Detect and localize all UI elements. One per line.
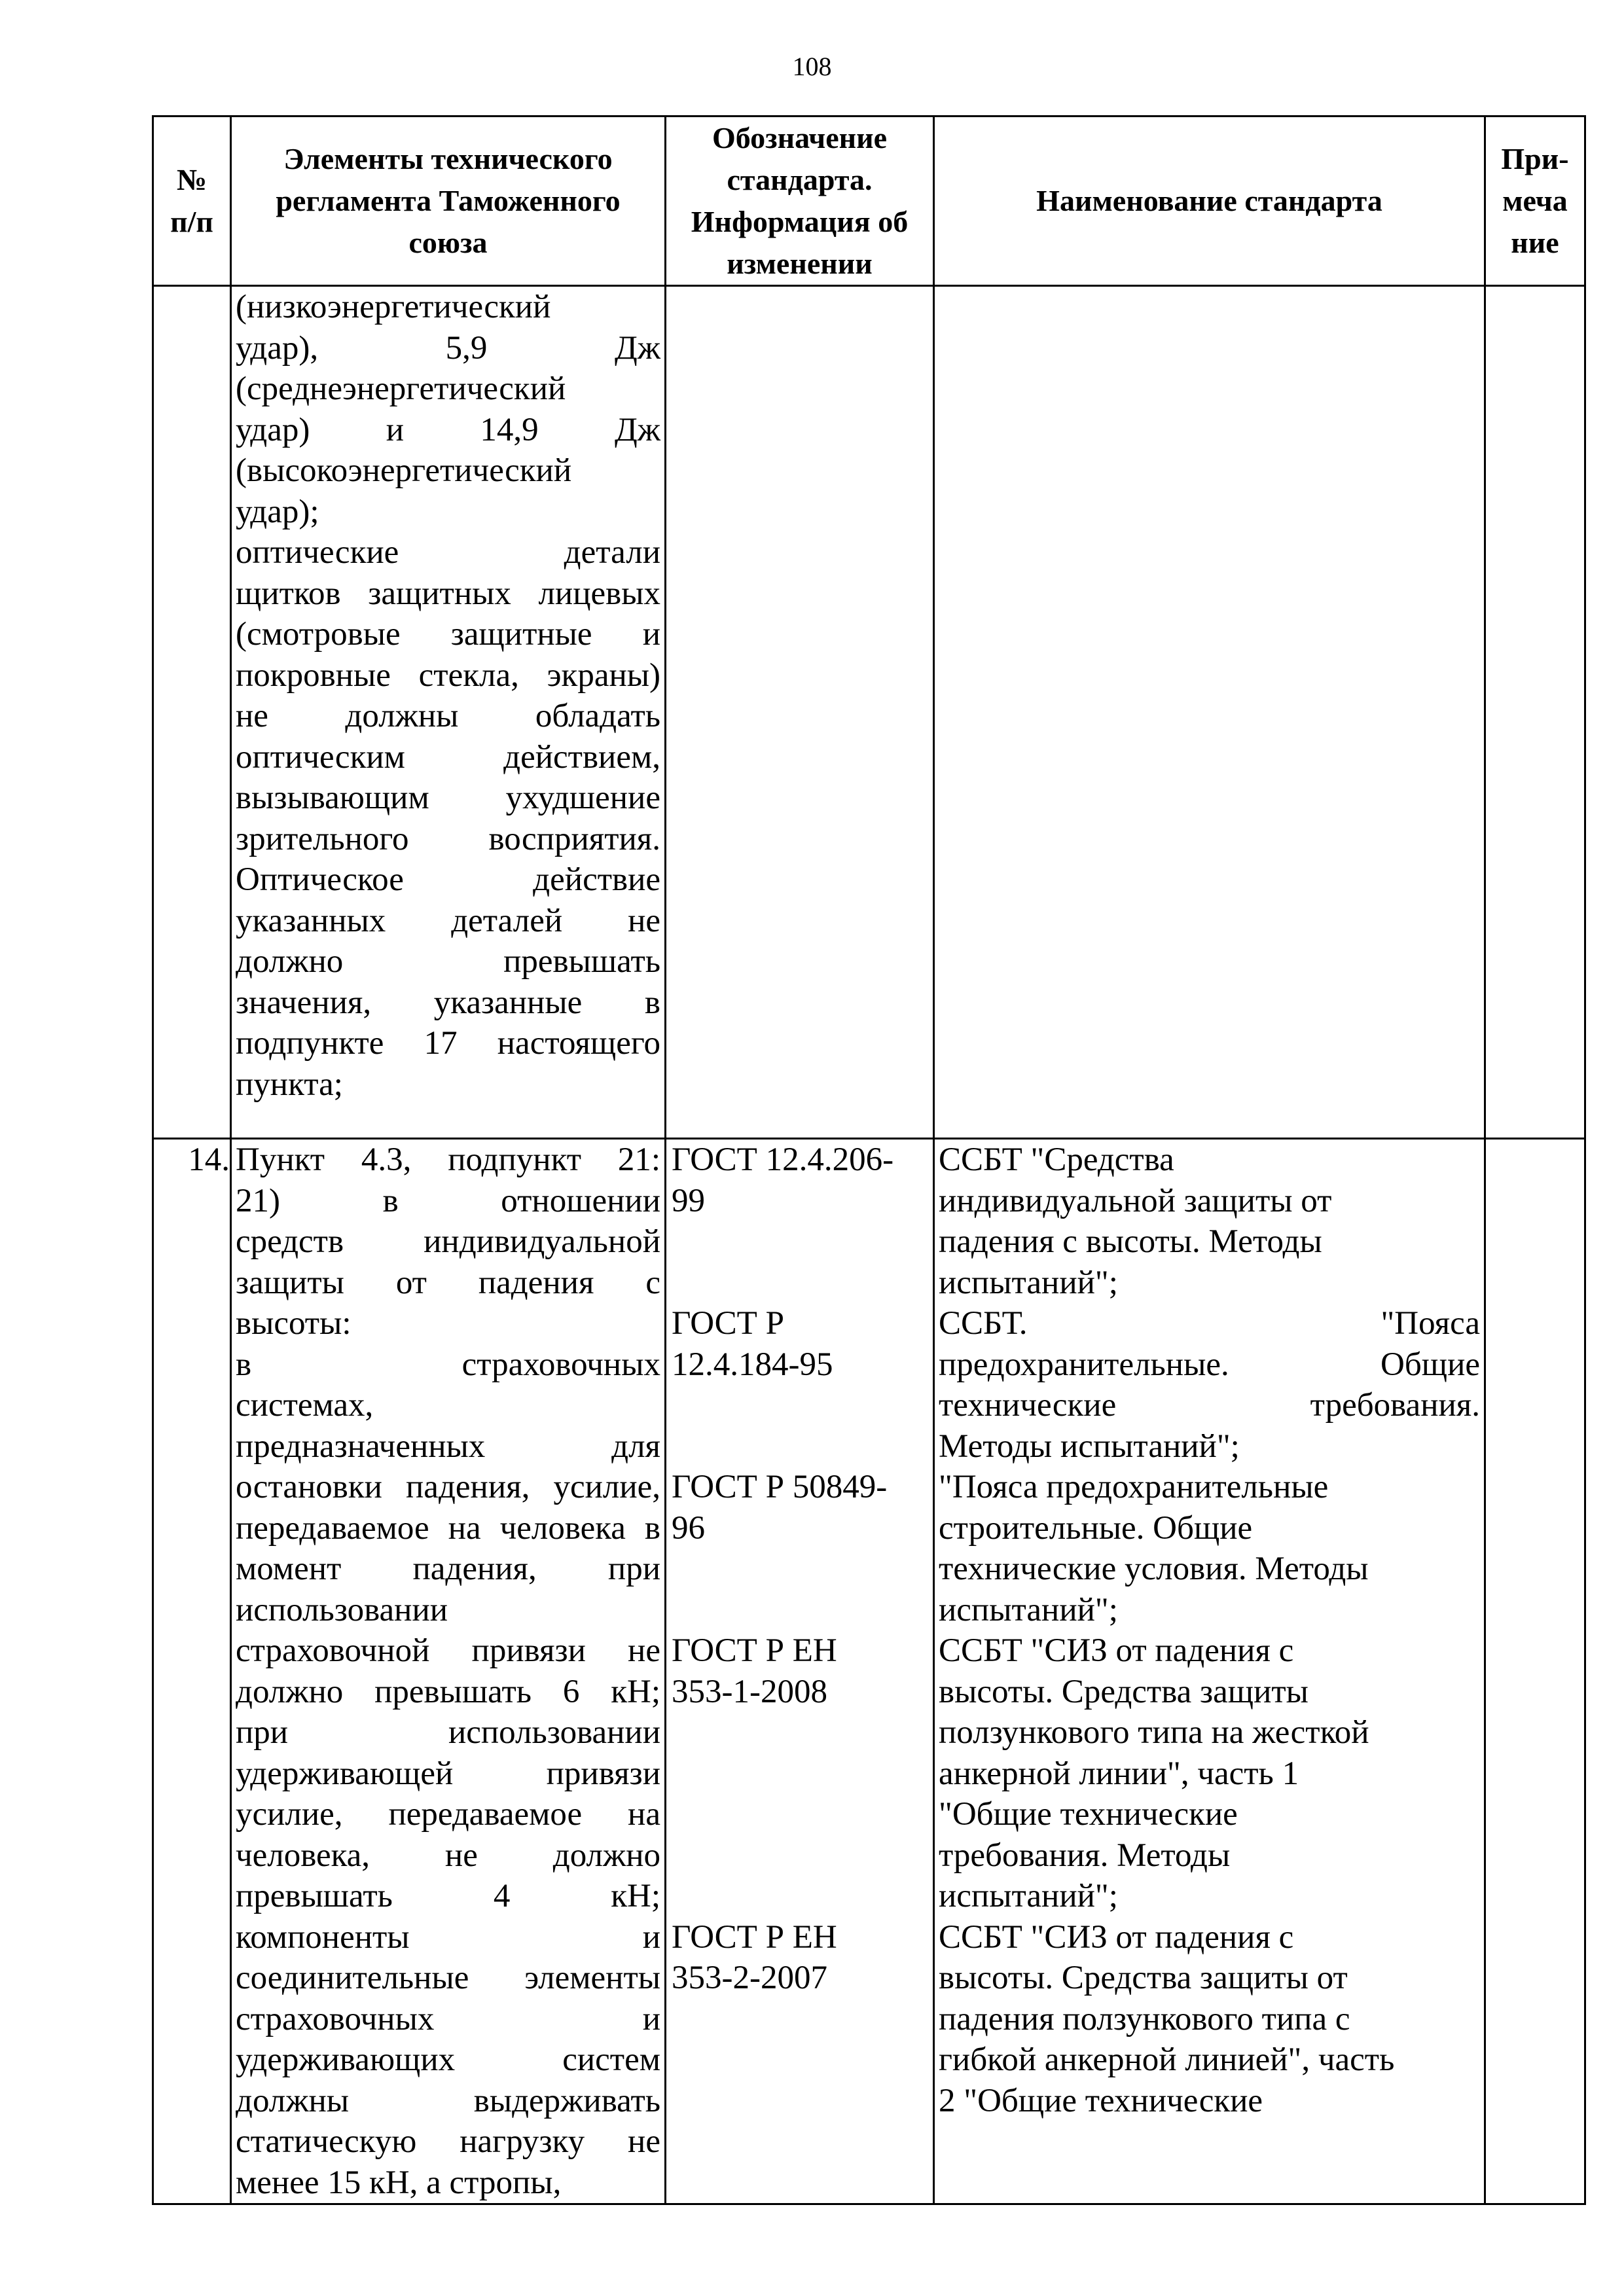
requirements-text	[232, 287, 664, 1105]
cell-elements-14	[231, 1139, 666, 2204]
standard-name: падения ползункового типа с	[939, 2000, 1350, 2037]
text-line: должны выдерживать	[236, 2082, 660, 2119]
header-elements: Элементы технического регламента Таможенного союза	[231, 117, 666, 286]
requirements-text	[232, 1139, 664, 2203]
text-line: подпункте 17 настоящего	[236, 1025, 660, 1062]
standard-name: высоты. Средства защиты	[939, 1673, 1308, 1710]
text-line: значения, указанные в	[236, 984, 660, 1021]
text-line: Оптическое действие	[236, 861, 660, 898]
standard-designation: ГОСТ Р ЕН	[672, 1918, 837, 1956]
standard-name: 2 "Общие технические	[939, 2082, 1263, 2119]
spacer	[666, 1263, 933, 1304]
text-line: удар) и 14,9 Дж	[236, 411, 660, 448]
standard-name: "Общие технические	[939, 1796, 1238, 1833]
text-line: средств индивидуальной	[236, 1223, 660, 1260]
text-line: удерживающей привязи	[236, 1755, 660, 1792]
standard-name: ССБТ "СИЗ от падения с	[939, 1632, 1294, 1669]
standard-name: ССБТ "СИЗ от падения с	[939, 1918, 1294, 1956]
text-line: покровные стекла, экраны)	[236, 656, 660, 694]
standard-designation: 96	[672, 1509, 705, 1547]
spacer	[666, 1835, 933, 1876]
text-line: компоненты и	[236, 1918, 660, 1956]
text-line: в страховочных	[236, 1346, 660, 1383]
text-line: пункта;	[236, 1066, 343, 1103]
text-line: предназначенных для	[236, 1427, 660, 1465]
text-line: использовании	[236, 1591, 448, 1628]
text-line: статическую нагрузку не	[236, 2123, 660, 2160]
spacer	[666, 1712, 933, 1753]
standard-name: Методы испытаний";	[939, 1427, 1240, 1465]
text-line: менее 15 кН, а стропы,	[236, 2164, 562, 2201]
standard-name: индивидуальной защиты от	[939, 1182, 1332, 1219]
text-line: (смотровые защитные и	[236, 616, 660, 653]
text-line: 21) в отношении	[236, 1182, 660, 1219]
standard-designation: ГОСТ Р ЕН	[672, 1632, 837, 1669]
standards-table	[152, 115, 1586, 2205]
standard-name: технические условия. Методы	[939, 1551, 1369, 1587]
spacer	[666, 1590, 933, 1631]
cell-name-empty	[934, 286, 1485, 1139]
text-line: (среднеэнергетический	[236, 370, 566, 407]
text-line: системах,	[236, 1387, 374, 1424]
standard-name: ползункового типа на жесткой	[939, 1714, 1369, 1751]
cell-num-empty	[153, 286, 231, 1139]
standard-designation: 12.4.184-95	[672, 1346, 833, 1383]
cell-names-14	[934, 1139, 1485, 2204]
text-line: страховочных и	[236, 2000, 660, 2037]
text-line: удар);	[236, 493, 319, 530]
text-line: указанных деталей не	[236, 902, 660, 939]
text-line: Пункт 4.3, подпункт 21:	[236, 1141, 660, 1178]
standard-name: требования. Методы	[939, 1837, 1231, 1874]
standard-name: испытаний";	[939, 1264, 1118, 1301]
text-line: при использовании	[236, 1714, 660, 1751]
standard-name: испытаний";	[939, 1591, 1118, 1628]
spacer	[666, 1753, 933, 1795]
text-line: усилие, передаваемое на	[236, 1796, 660, 1833]
names-list	[935, 1139, 1484, 2121]
row-number: 14.	[153, 1139, 231, 2204]
text-line: высоты:	[236, 1305, 352, 1342]
standard-name: ССБТ "Средства	[939, 1141, 1174, 1178]
text-line: вызывающим ухудшение	[236, 780, 660, 816]
standard-name: испытаний";	[939, 1878, 1118, 1914]
text-line: удар), 5,9 Дж	[236, 329, 660, 367]
text-line: человека, не должно	[236, 1837, 660, 1874]
standard-designation: ГОСТ Р	[672, 1305, 784, 1342]
text-line: превышать 4 кН;	[236, 1878, 660, 1914]
text-line: момент падения, при	[236, 1551, 660, 1587]
cell-note-14	[1485, 1139, 1585, 2204]
spacer	[666, 1794, 933, 1835]
standard-name: гибкой анкерной линией", часть	[939, 2041, 1395, 2078]
table-row-continued	[153, 286, 1585, 1139]
text-line: должно превышать	[236, 943, 660, 980]
page-number: 108	[792, 52, 832, 81]
standard-designation: 99	[672, 1182, 705, 1219]
standard-name: ССБТ. "Пояса	[939, 1305, 1480, 1342]
header-note: При-меча ние	[1485, 117, 1585, 286]
cell-elements-continued	[231, 286, 666, 1139]
spacer	[666, 1876, 933, 1917]
text-line: удерживающих систем	[236, 2041, 660, 2078]
text-line: остановки падения, усилие,	[236, 1469, 660, 1505]
table-header-row	[153, 117, 1585, 286]
header-designation: Обозначение стандарта. Информация об изменении	[666, 117, 934, 286]
text-line: защиты от падения с	[236, 1264, 660, 1301]
standard-name: анкерной линии", часть 1	[939, 1755, 1299, 1792]
cell-designation-empty	[666, 286, 934, 1139]
text-line: щитков защитных лицевых	[236, 575, 660, 612]
text-line: соединительные элементы	[236, 1960, 660, 1996]
header-name: Наименование стандарта	[934, 117, 1485, 286]
standard-designation: ГОСТ Р 50849-	[672, 1469, 888, 1505]
text-line: (низкоэнергетический	[236, 289, 551, 325]
cell-note-empty	[1485, 286, 1585, 1139]
cell-designations-14	[666, 1139, 934, 2204]
text-line: передаваемое на человека в	[236, 1509, 660, 1547]
text-line: оптические детали	[236, 534, 660, 571]
spacer	[666, 1549, 933, 1590]
standard-name: предохранительные. Общие	[939, 1346, 1480, 1383]
standard-designation: 353-2-2007	[672, 1960, 827, 1996]
standard-designation: 353-1-2008	[672, 1673, 827, 1710]
text-line: не должны обладать	[236, 698, 660, 734]
standard-name: падения с высоты. Методы	[939, 1223, 1322, 1260]
text-line: оптическим действием,	[236, 738, 660, 776]
text-line: зрительного восприятия.	[236, 820, 660, 857]
text-line: (высокоэнергетический	[236, 452, 572, 489]
text-line: страховочной привязи не	[236, 1632, 660, 1669]
text-line: должно превышать 6 кН;	[236, 1673, 660, 1710]
standard-name: технические требования.	[939, 1387, 1480, 1424]
spacer	[666, 1426, 933, 1467]
standard-name: высоты. Средства защиты от	[939, 1960, 1348, 1996]
standard-name: строительные. Общие	[939, 1509, 1253, 1547]
standard-designation: ГОСТ 12.4.206-	[672, 1141, 894, 1178]
header-num: № п/п	[153, 117, 231, 286]
table-row-14	[153, 1139, 1585, 2204]
designations-list	[666, 1139, 933, 1999]
spacer	[666, 1385, 933, 1426]
standard-name: "Пояса предохранительные	[939, 1469, 1329, 1505]
spacer	[666, 1221, 933, 1263]
